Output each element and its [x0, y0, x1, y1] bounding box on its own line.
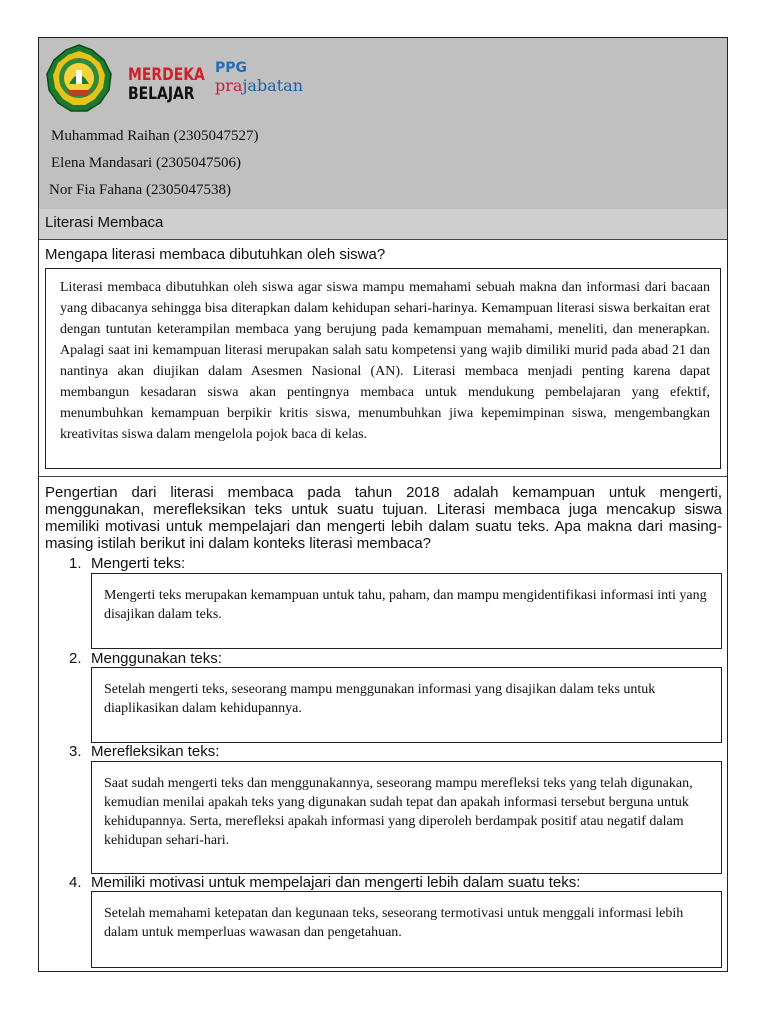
- brand-line-merdeka: MERDEKA: [128, 65, 205, 85]
- prajabatan-label: [215, 77, 303, 95]
- question-1-answer: Literasi membaca dibutuhkan oleh siswa agar siswa mampu memahami sebuah makna dan informasi dari bacaan yang dibacanya sehingga bisa diterapkan dalam kehidupan sehari-harinya. Kemampuan literasi siswa berkaitan erat dengan tuntutan keterampilan membaca yang berujung pada kemampuan memahami, meneliti, dan menerapkan. Apalagi saat ini kemampuan literasi merupakan salah satu kompetensi yang wajib dimiliki murid pada abad 21 dan nantinya akan diujikan dalam Asesmen Nasional (AN). Literasi membaca menjadi penting karena dapat membangun kesadaran siswa akan pentingnya membaca untuk mendukung pembelajaran yang efektif, menumbuhkan kemampuan berpikir kritis siswa, menumbuhkan jiwa kepemimpinan siswa, mengembangkan kreativitas siswa dalam mengelola pojok baca di kelas.: [60, 280, 710, 442]
- answer-box-motivasi: [91, 891, 722, 968]
- section-divider: [39, 476, 727, 477]
- header: [39, 38, 727, 210]
- ppg-label: PPG: [215, 60, 248, 76]
- question-1-answer-box: [45, 268, 721, 469]
- ppg-prajabatan-logo: [215, 60, 303, 95]
- answer-box-menggunakan: [91, 667, 722, 743]
- item-label-text: Merefleksikan teks:: [91, 743, 220, 760]
- item-number: 1.: [69, 555, 82, 572]
- member-name: Muhammad Raihan (2305047527): [51, 128, 259, 144]
- document-page: [38, 37, 728, 972]
- answer-text: Setelah mengerti teks, seseorang mampu menggunakan informasi yang disajikan dalam teks untuk diaplikasikan dalam kehidupannya.: [104, 682, 656, 716]
- university-emblem-icon: [45, 44, 113, 114]
- item-label-motivasi: [69, 874, 580, 891]
- item-label-merefleksikan: [69, 743, 219, 760]
- question-2-intro: Pengertian dari literasi membaca pada tahun 2018 adalah kemampuan untuk mengerti, menggunakan, merefleksikan teks untuk suatu tujuan. Literasi membaca juga mencakup siswa memiliki motivasi untuk mempelajari dan mengerti lebih dalam suatu teks. Apa makna dari masing-masing istilah berikut ini dalam konteks literasi membaca?: [45, 484, 722, 552]
- answer-text: Mengerti teks merupakan kemampuan untuk tahu, paham, dan mampu mengidentifikasi informasi inti yang disajikan dalam teks.: [104, 588, 707, 622]
- merdeka-belajar-logo: [128, 66, 205, 104]
- question-1-prompt: Mengapa literasi membaca dibutuhkan oleh siswa?: [45, 246, 386, 263]
- item-label-text: Menggunakan teks:: [91, 650, 222, 667]
- brand-line-belajar: BELAJAR: [128, 84, 195, 104]
- prajabatan-part-b: jabatan: [242, 76, 303, 95]
- prajabatan-part-a: pra: [215, 76, 243, 95]
- answer-text: Setelah memahami ketepatan dan kegunaan teks, seseorang termotivasi untuk menggali informasi lebih dalam untuk memperluas wawasan dan pengetahuan.: [104, 906, 684, 940]
- item-number: 2.: [69, 650, 82, 667]
- answer-box-merefleksikan: [91, 761, 722, 874]
- item-number: 3.: [69, 743, 82, 760]
- member-name: Elena Mandasari (2305047506): [51, 155, 241, 171]
- item-label-text: Memiliki motivasi untuk mempelajari dan mengerti lebih dalam suatu teks:: [91, 874, 581, 891]
- item-label-menggunakan: [69, 650, 222, 667]
- answer-box-mengerti: [91, 573, 722, 649]
- answer-text: Saat sudah mengerti teks dan menggunakannya, seseorang mampu merefleksi teks yang telah digunakan, kemudian menilai apakah teks yang digunakan sudah tepat dan apakah informasi tersebut berguna untuk kehidupannya. Serta, merefleksi apakah informasi yang diperoleh berdampak positif atau negatif dalam kehidupan sehari-hari.: [104, 776, 693, 848]
- item-label-text: Mengerti teks:: [91, 555, 186, 572]
- item-label-mengerti: [69, 555, 185, 572]
- topic-title: Literasi Membaca: [39, 209, 727, 240]
- member-name: Nor Fia Fahana (2305047538): [49, 182, 232, 198]
- item-number: 4.: [69, 874, 82, 891]
